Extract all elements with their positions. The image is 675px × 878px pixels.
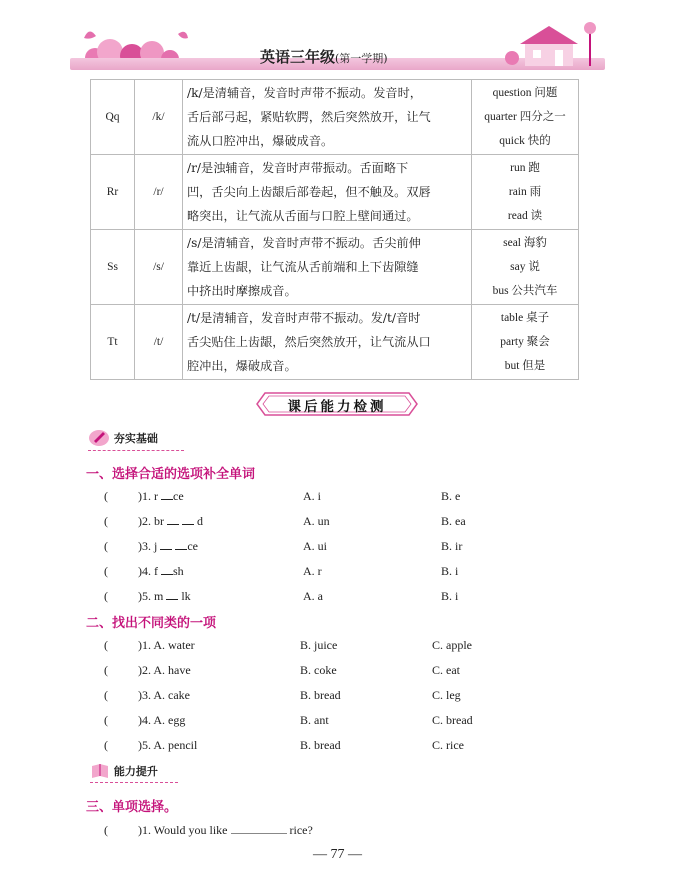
- desc-line: /r/是浊辅音，发音时声带振动。舌面略下: [187, 161, 409, 175]
- option-a[interactable]: A. have: [153, 663, 191, 677]
- question-row: ( )4. A. egg: [104, 713, 186, 727]
- option-c[interactable]: C. leg: [432, 688, 461, 702]
- table-ipa: /r/: [135, 155, 183, 230]
- desc-line: /s/是清辅音，发音时声带不振动。舌尖前伸: [187, 236, 421, 250]
- table-examples: [472, 230, 579, 305]
- table-letter: Rr: [91, 155, 135, 230]
- option-a[interactable]: A. ui: [303, 539, 327, 553]
- option-a[interactable]: A. r: [303, 564, 322, 578]
- subhead-basic: [88, 428, 158, 448]
- table-row: [91, 80, 579, 155]
- answer-paren[interactable]: (: [104, 489, 108, 503]
- word-part: m: [154, 589, 164, 603]
- option-c[interactable]: C. rice: [432, 738, 464, 752]
- option-a[interactable]: A. a: [303, 589, 323, 603]
- table-row: [91, 305, 579, 380]
- table-letter: Tt: [91, 305, 135, 380]
- option-b[interactable]: B. i: [441, 589, 459, 603]
- page-header: [70, 18, 605, 80]
- option-a[interactable]: A. cake: [153, 688, 190, 702]
- phonics-table: [90, 79, 579, 380]
- desc-line: 腔冲出，爆破成音。: [187, 359, 297, 373]
- word-part: lk: [181, 589, 191, 603]
- example-word: but 但是: [504, 360, 546, 372]
- answer-paren-close: ): [138, 564, 142, 578]
- option-a[interactable]: A. water: [153, 638, 195, 652]
- example-word: run 跑: [510, 162, 540, 174]
- option-b[interactable]: B. i: [441, 564, 459, 578]
- answer-paren-close: ): [138, 514, 142, 528]
- question-row: ( )1. A. water: [104, 638, 195, 652]
- table-examples: [472, 80, 579, 155]
- word-blank[interactable]: [166, 599, 178, 600]
- book-icon: [90, 762, 110, 780]
- question-number: 3.: [142, 539, 151, 553]
- option-c[interactable]: C. apple: [432, 638, 472, 652]
- subhead-improve-label: 能力提升: [113, 765, 158, 778]
- word-blank[interactable]: [161, 574, 173, 575]
- option-a[interactable]: A. un: [303, 514, 330, 528]
- desc-line: 舌尖贴住上齿龈，然后突然放开，让气流从口: [187, 335, 431, 349]
- answer-paren[interactable]: (: [104, 589, 108, 603]
- word-part: br: [154, 514, 164, 528]
- word-blank[interactable]: [182, 524, 194, 525]
- question-row: ( )5. A. pencil: [104, 738, 198, 752]
- book-subtitle: (第一学期): [335, 52, 388, 65]
- word-part: j: [154, 539, 158, 553]
- question-number: 1.: [142, 489, 151, 503]
- desc-line: 流从口腔冲出，爆破成音。: [187, 134, 334, 148]
- example-word: bus 公共汽车: [492, 285, 558, 297]
- option-a[interactable]: A. egg: [153, 713, 186, 727]
- table-examples: [472, 305, 579, 380]
- table-examples: [472, 155, 579, 230]
- option-a[interactable]: A. i: [303, 489, 321, 503]
- word-part: f: [154, 564, 158, 578]
- option-b[interactable]: B. ea: [441, 514, 466, 528]
- table-letter: Ss: [91, 230, 135, 305]
- option-c[interactable]: C. eat: [432, 663, 460, 677]
- question-number: 5.: [142, 738, 151, 752]
- table-letter: Qq: [91, 80, 135, 155]
- question-row: [104, 537, 198, 555]
- table-description: [183, 230, 472, 305]
- question-number: 4.: [142, 713, 151, 727]
- answer-paren[interactable]: (: [104, 564, 108, 578]
- question-row: [104, 562, 184, 580]
- desc-line: 凹，舌尖向上齿龈后部卷起，但不触及。双唇: [187, 185, 431, 199]
- example-word: read 读: [507, 210, 543, 222]
- question-text: rice?: [289, 823, 313, 837]
- word-blank[interactable]: [167, 524, 179, 525]
- book-title: 英语三年级: [260, 48, 336, 66]
- word-part: sh: [173, 564, 184, 578]
- option-b[interactable]: B. coke: [300, 663, 337, 677]
- answer-paren[interactable]: (: [104, 539, 108, 553]
- example-word: quick 快的: [499, 135, 551, 147]
- table-ipa: /s/: [135, 230, 183, 305]
- subhead-improve: [90, 762, 158, 780]
- question-text: Would you like: [153, 823, 228, 837]
- question-number: 4.: [142, 564, 151, 578]
- table-ipa: /k/: [135, 80, 183, 155]
- table-description: [183, 305, 472, 380]
- option-b[interactable]: B. ant: [300, 713, 329, 727]
- house-decoration-icon: [500, 18, 605, 76]
- question-row: ( )2. A. have: [104, 663, 191, 677]
- answer-blank[interactable]: [231, 833, 287, 834]
- banner-title: 课后能力检测: [287, 399, 387, 415]
- question-number: 1.: [142, 638, 151, 652]
- example-word: say 说: [510, 261, 540, 273]
- subhead-basic-label: 夯实基础: [113, 432, 158, 445]
- option-b[interactable]: B. bread: [300, 688, 341, 702]
- word-blank[interactable]: [161, 499, 173, 500]
- table-row: [91, 230, 579, 305]
- desc-line: 略突出，让气流从舌面与口腔上壁间通过。: [187, 209, 419, 223]
- option-b[interactable]: B. bread: [300, 738, 341, 752]
- option-c[interactable]: C. bread: [432, 713, 473, 727]
- word-part: ce: [173, 489, 184, 503]
- table-row: [91, 155, 579, 230]
- question-number: 2.: [142, 514, 151, 528]
- question-row: [104, 487, 184, 505]
- example-word: quarter 四分之一: [484, 111, 566, 123]
- table-ipa: /t/: [135, 305, 183, 380]
- desc-line: /k/是清辅音，发音时声带不振动。发音时，: [187, 86, 422, 100]
- question-row: [104, 512, 203, 530]
- word-part: ce: [187, 539, 198, 553]
- page-number: — 77 —: [313, 847, 362, 862]
- answer-paren[interactable]: (: [104, 514, 108, 528]
- question-number: 1.: [142, 823, 151, 837]
- example-word: rain 雨: [508, 186, 542, 198]
- desc-line: /t/是清辅音，发音时声带不振动。发/t/音时: [187, 311, 421, 325]
- word-part: r: [154, 489, 158, 503]
- example-word: party 聚会: [500, 336, 550, 348]
- section-1-title: 一、选择合适的选项补全单词: [86, 467, 256, 482]
- desc-line: 中挤出时摩擦成音。: [187, 284, 297, 298]
- question-number: 3.: [142, 688, 151, 702]
- word-blank[interactable]: [160, 549, 172, 550]
- example-word: question 问题: [492, 87, 558, 99]
- answer-paren-close: ): [138, 489, 142, 503]
- example-word: seal 海豹: [503, 237, 547, 249]
- question-row: ( )3. A. cake: [104, 688, 190, 702]
- option-a[interactable]: A. pencil: [153, 738, 198, 752]
- example-word: table 桌子: [500, 312, 550, 324]
- question-row: [104, 587, 191, 605]
- word-part: d: [197, 514, 203, 528]
- desc-line: 靠近上齿龈，让气流从舌前端和上下齿隙缝: [187, 260, 419, 274]
- option-b[interactable]: B. juice: [300, 638, 338, 652]
- question-number: 5.: [142, 589, 151, 603]
- answer-paren-close: ): [138, 589, 142, 603]
- word-blank[interactable]: [175, 549, 187, 550]
- table-description: [183, 155, 472, 230]
- desc-line: 舌后部弓起，紧贴软腭，然后突然放开，让气: [187, 110, 431, 124]
- question-number: 2.: [142, 663, 151, 677]
- option-b[interactable]: B. ir: [441, 539, 463, 553]
- section-2-title: 二、找出不同类的一项: [86, 616, 217, 631]
- question-row: ( )1. Would you like rice?: [104, 823, 313, 837]
- section-banner: [255, 391, 419, 417]
- option-b[interactable]: B. e: [441, 489, 461, 503]
- section-3-title: 三、单项选择。: [86, 800, 178, 815]
- pencil-icon: [88, 428, 110, 448]
- answer-paren-close: ): [138, 539, 142, 553]
- table-description: [183, 80, 472, 155]
